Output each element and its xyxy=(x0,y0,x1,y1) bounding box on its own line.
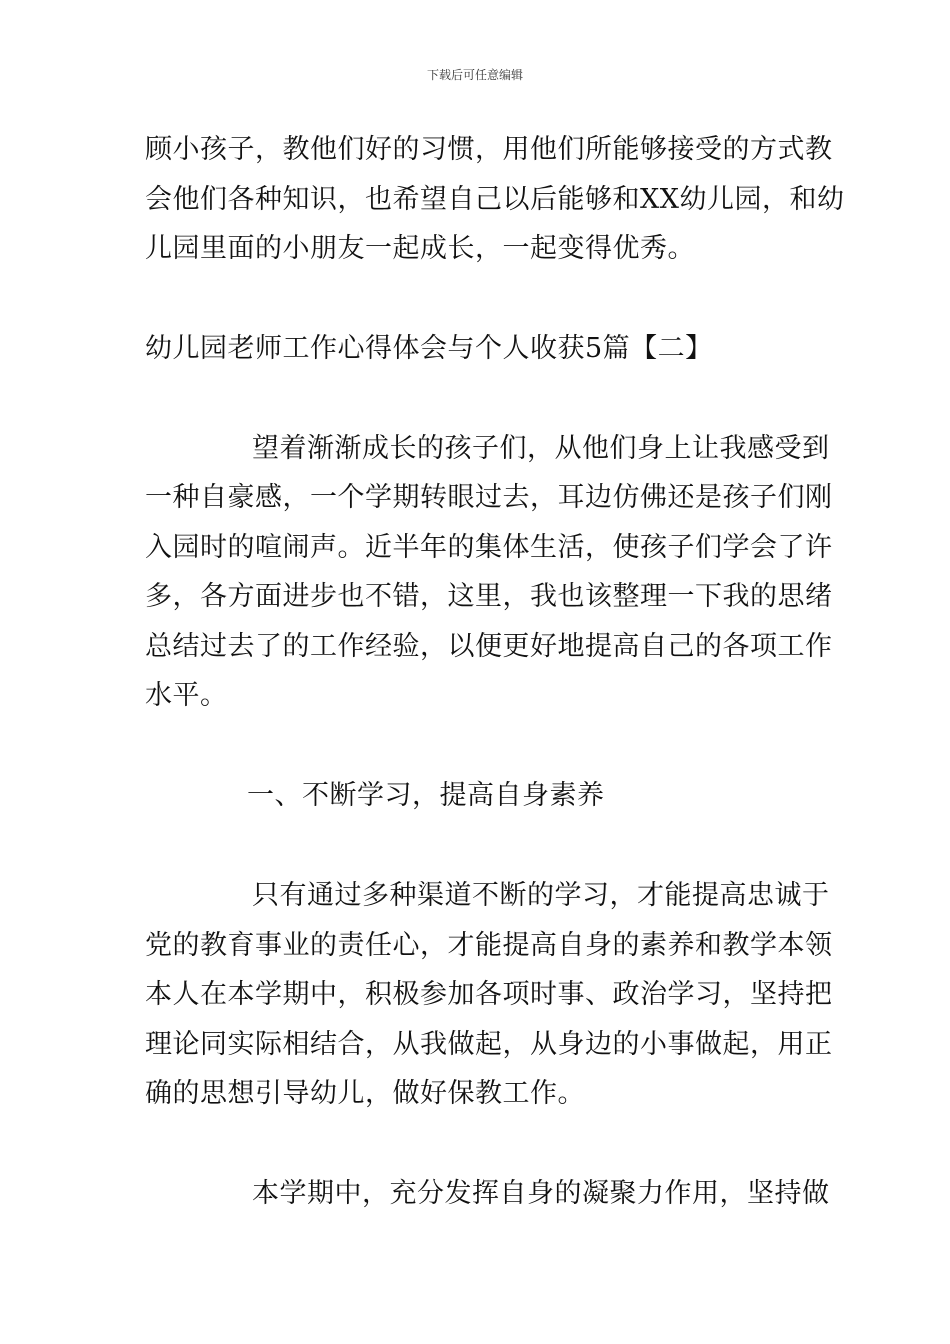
paragraph-line: 本人在本学期中，积极参加各项时事、政治学习，坚持把 xyxy=(145,979,833,1010)
section-heading: 一、不断学习，提高自身素养 xyxy=(247,780,605,811)
paragraph-line: 多，各方面进步也不错，这里，我也该整理一下我的思绪 xyxy=(145,581,833,612)
paragraph-line: 儿园里面的小朋友一起成长，一起变得优秀。 xyxy=(145,233,695,264)
paragraph-line: 望着渐渐成长的孩子们，从他们身上让我感受到 xyxy=(252,433,830,464)
paragraph-line: 本学期中，充分发挥自身的凝聚力作用，坚持做 xyxy=(252,1178,830,1209)
paragraph-line: 党的教育事业的责任心，才能提高自身的素养和教学本领 xyxy=(145,930,833,961)
page-header-note: 下载后可任意编辑 xyxy=(426,68,523,82)
section-title: 幼儿园老师工作心得体会与个人收获5篇【二】 xyxy=(145,333,713,364)
paragraph-line: 总结过去了的工作经验，以便更好地提高自己的各项工作 xyxy=(145,631,833,662)
paragraph-line: 只有通过多种渠道不断的学习，才能提高忠诚于 xyxy=(252,880,830,911)
paragraph-line: 确的思想引导幼儿，做好保教工作。 xyxy=(145,1078,585,1109)
paragraph-line: 水平。 xyxy=(145,680,228,711)
paragraph-line: 顾小孩子，教他们好的习惯，用他们所能够接受的方式教 xyxy=(145,134,833,165)
paragraph-line: 入园时的喧闹声。近半年的集体生活，使孩子们学会了许 xyxy=(145,532,833,563)
paragraph-line: 理论同实际相结合，从我做起，从身边的小事做起，用正 xyxy=(145,1029,833,1060)
paragraph-line: 会他们各种知识，也希望自己以后能够和XX幼儿园，和幼 xyxy=(145,184,845,215)
paragraph-line: 一种自豪感，一个学期转眼过去，耳边仿佛还是孩子们刚 xyxy=(145,482,833,513)
